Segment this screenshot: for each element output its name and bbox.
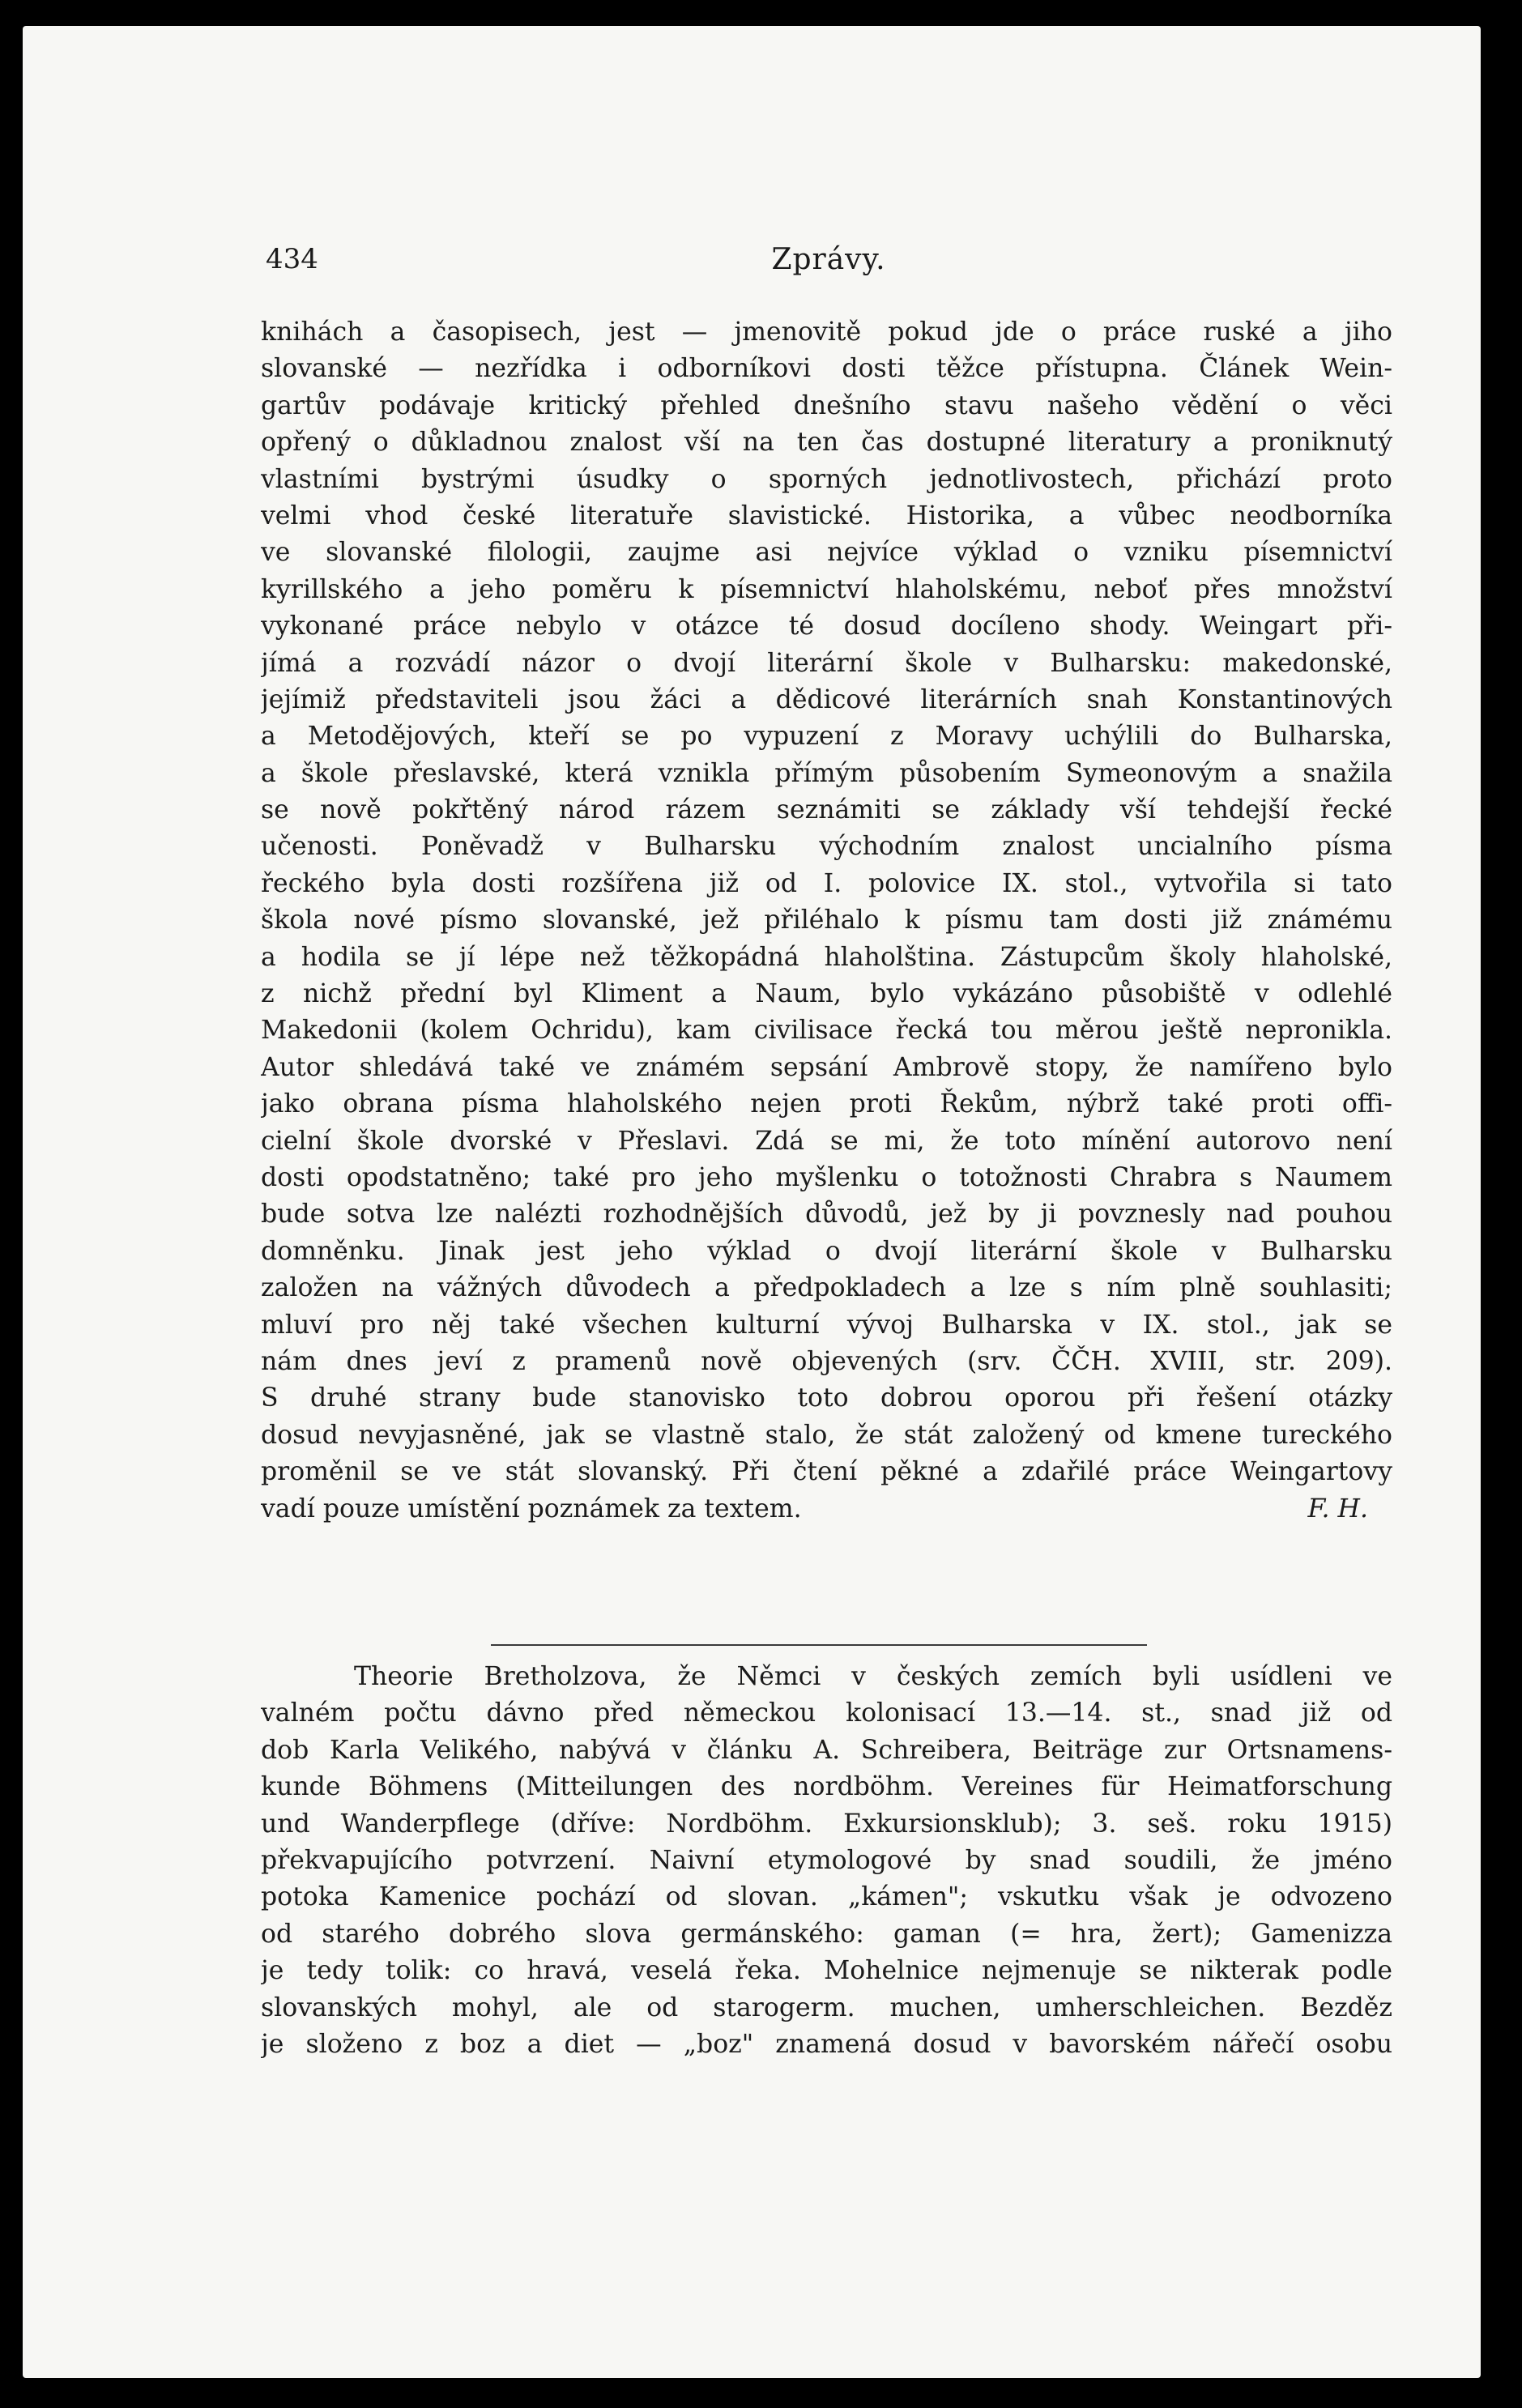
text-line: založen na vážných důvodech a předpokladech a lze s ním plně souhlasiti; bbox=[261, 1273, 1392, 1303]
text-line: vykonané práce nebylo v otázce té dosud docíleno shody. Weingart při- bbox=[261, 612, 1392, 641]
text-line: Autor shledává také ve známém sepsání Ambrově stopy, že namířeno bylo bbox=[261, 1052, 1392, 1082]
text-line: slovanské — nezřídka i odborníkovi dosti těžce přístupna. Článek Wein- bbox=[261, 354, 1392, 384]
page-number: 434 bbox=[266, 243, 318, 275]
text-line: a Metodějových, kteří se po vypuzení z Moravy uchýlili do Bulharska, bbox=[261, 722, 1392, 752]
text-line: dosud nevyjasněné, jak se vlastně stalo, že stát založený od kmene tureckého bbox=[261, 1420, 1392, 1450]
text-line: se nově pokřtěný národ rázem seznámiti se základy vší tehdejší řecké bbox=[261, 795, 1392, 825]
text-line: ve slovanské filologii, zaujme asi nejvíce výklad o vzniku písemnictví bbox=[261, 538, 1392, 568]
text-line: slovanských mohyl, ale od starogerm. muchen, umherschleichen. Bezděz bbox=[261, 1992, 1392, 2022]
text-line-signed bbox=[261, 1491, 1392, 1528]
text-line: je tedy tolik: co hravá, veselá řeka. Mohelnice nejmenuje se nikterak podle bbox=[261, 1956, 1392, 1986]
text-line: překvapujícího potvrzení. Naivní etymologové by snad soudili, že jméno bbox=[261, 1845, 1392, 1875]
text-line: z nichž přední byl Kliment a Naum, bylo vykázáno působiště v odlehlé bbox=[261, 979, 1392, 1009]
text-line: je složeno z boz a diet — „boz" znamená dosud v bavorském nářečí osobu bbox=[261, 2029, 1392, 2059]
paragraph-bretholz-theory bbox=[261, 1659, 1392, 2063]
text-line: S druhé strany bude stanovisko toto dobrou oporou při řešení otázky bbox=[261, 1383, 1392, 1413]
section-separator bbox=[248, 1634, 1390, 1638]
text-line: cielní škole dvorské v Přeslavi. Zdá se mi, že toto mínění autorovo není bbox=[261, 1126, 1392, 1156]
text-line: knihách a časopisech, jest — jmenovitě pokud jde o práce ruské a jiho bbox=[261, 318, 1392, 347]
text-line: učenosti. Poněvadž v Bulharsku východním znalost uncialního písma bbox=[261, 832, 1392, 862]
text-line: bude sotva lze nalézti rozhodnějších důvodů, jež by ji povznesly nad pouhou bbox=[261, 1200, 1392, 1230]
text-line: potoka Kamenice pochází od slovan. „kámen"; vskutku však je odvozeno bbox=[261, 1882, 1392, 1912]
text-line: gartův podávaje kritický přehled dnešního stavu našeho vědění o věci bbox=[261, 390, 1392, 420]
separator-rule bbox=[248, 1643, 1390, 1647]
text-line: Makedonii (kolem Ochridu), kam civilisace řecká tou měrou ještě nepronikla. bbox=[261, 1016, 1392, 1046]
text-line: jako obrana písma hlaholského nejen proti Řekům, nýbrž také proti offi- bbox=[261, 1089, 1392, 1119]
text-line: valném počtu dávno před německou kolonisací 13.—14. st., snad již od bbox=[261, 1698, 1392, 1728]
text-line: nám dnes jeví z pramenů nově objevených (srv. ČČH. XVIII, str. 209). bbox=[261, 1346, 1392, 1376]
text-line: kyrillského a jeho poměru k písemnictví hlaholskému, neboť přes množství bbox=[261, 574, 1392, 604]
text-line: proměnil se ve stát slovanský. Při čtení pěkné a zdařilé práce Weingartovy bbox=[261, 1457, 1392, 1487]
text-line: kunde Böhmens (Mitteilungen des nordböhm. Vereines für Heimatforschung bbox=[261, 1772, 1392, 1802]
text-line: und Wanderpflege (dříve: Nordböhm. Exkursionsklub); 3. seš. roku 1915) bbox=[261, 1809, 1392, 1839]
text-line: vlastními bystrými úsudky o sporných jednotlivostech, přichází proto bbox=[261, 464, 1392, 494]
text-line: Theorie Bretholzova, že Němci v českých zemích byli usídleni ve bbox=[354, 1662, 1392, 1691]
text-line: škola nové písmo slovanské, jež přiléhalo k písmu tam dosti již známému bbox=[261, 906, 1392, 935]
text-line: velmi vhod české literatuře slavistické. Historika, a vůbec neodborníka bbox=[261, 501, 1392, 531]
running-head: Zprávy. bbox=[771, 243, 886, 276]
text-line: a škole přeslavské, která vznikla přímým působením Symeonovým a snažila bbox=[261, 758, 1392, 788]
text-line: od starého dobrého slova germánského: gaman (= hra, žert); Gamenizza bbox=[261, 1919, 1392, 1949]
last-line-text: vadí pouze umístění poznámek za textem. bbox=[261, 1494, 802, 1524]
text-line: opřený o důkladnou znalost vší na ten čas dostupné literatury a proniknutý bbox=[261, 428, 1392, 458]
text-line: řeckého byla dosti rozšířena již od I. polovice IX. stol., vytvořila si tato bbox=[261, 868, 1392, 898]
paragraph-weingart-review bbox=[261, 314, 1392, 1528]
text-line: a hodila se jí lépe než těžkopádná hlaholština. Zástupcům školy hlaholské, bbox=[261, 942, 1392, 972]
text-line: dob Karla Velikého, nabývá v článku A. Schreibera, Beiträge zur Ortsnamens- bbox=[261, 1735, 1392, 1765]
text-line: jejímiž představiteli jsou žáci a dědicové literárních snah Konstantinových bbox=[261, 684, 1392, 714]
text-line: dosti opodstatněno; také pro jeho myšlenku o totožnosti Chrabra s Naumem bbox=[261, 1162, 1392, 1192]
text-line: domněnku. Jinak jest jeho výklad o dvojí literární škole v Bulharsku bbox=[261, 1236, 1392, 1266]
text-line: mluví pro něj také všechen kulturní vývoj Bulharska v IX. stol., jak se bbox=[261, 1310, 1392, 1340]
text-line: jímá a rozvádí názor o dvojí literární škole v Bulharsku: makedonské, bbox=[261, 648, 1392, 678]
page-header bbox=[266, 243, 1392, 282]
author-signature: F. H. bbox=[1307, 1494, 1368, 1524]
